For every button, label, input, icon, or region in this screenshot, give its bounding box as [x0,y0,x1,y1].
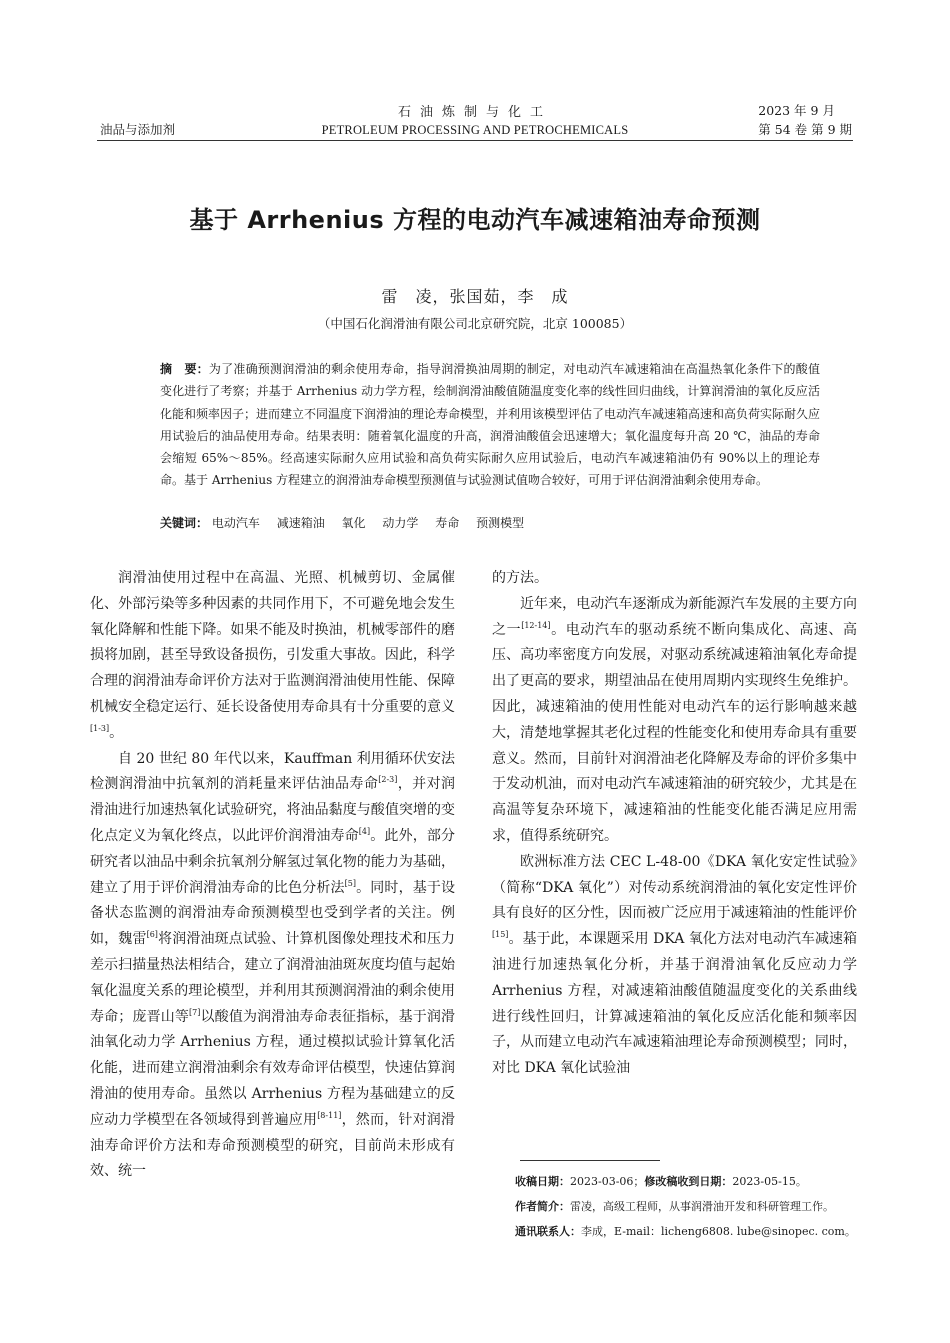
author-list: 雷 凌，张国茹，李 成 [381,287,569,306]
paragraph-text: 。 [109,724,124,741]
issue-info [758,101,852,139]
citation: [6] [146,930,158,940]
paragraph-text: 将润滑油斑点试验、计算机图像处理技术和压力差示扫描量热法相结合，建立了润滑油油斑灰度均值与起始氧化温度关系的理论模型，并利用其预测润滑油的剩余使用寿命；庞晋山等 [90,931,456,1025]
journal-name-en: PETROLEUM PROCESSING AND PETROCHEMICALS [321,123,629,137]
footnote-label: 通讯联系人： [515,1225,581,1238]
abstract-label: 摘 要： [160,362,209,376]
keyword: 预测模型 [476,516,525,530]
citation: [2-3] [378,775,398,785]
citation: [15] [492,930,509,940]
footnote-dates [515,1171,860,1193]
body-column-right [492,566,857,1082]
paragraph [492,592,857,850]
abstract-text: 为了准确预测润滑油的剩余使用寿命，指导润滑换油周期的制定，对电动汽车减速箱油在高温热氧化条件下的酸值变化进行了考察；并基于 Arrhenius 动力学方程，绘制润滑油酸值随温度变化率的线性回归曲线，计算润滑油的氧化反应活化能和频率因子；进而建立不同温度下润滑油的理论寿命模型，并利用该模型评估了电动汽车减速箱高速和高负荷实际耐久应用试验后的油品使用寿命。结果表明：随着氧化温度的升高，润滑油酸值会迅速增大；氧化温度每升高 20 ℃，油品的寿命会缩短 65%～85%。经高速实际耐久应用试验和高负荷实际耐久应用试验后，电动汽车减速箱油仍有 90%以上的理论寿命。基于 Arrhenius 方程建立的润滑油寿命模型预测值与试验测试值吻合较好，可用于评估润滑油剩余使用寿命。 [160,362,821,488]
issue-date: 2023 年 9 月 [758,103,835,118]
citation: [4] [358,826,371,836]
revised-date: 2023-05-15。 [732,1175,807,1188]
citation: [1-3] [90,723,110,733]
citation: [7] [189,1007,201,1017]
keywords-label: 关键词： [160,516,209,530]
header-divider [97,140,853,141]
paragraph-text: 。电动汽车的驱动系统不断向集成化、高速、高压、高功率密度方向发展，对驱动系统减速箱油氧化寿命提出了更高的要求，期望油品在使用周期内实现终生免维护。因此，减速箱油的使用性能对电动汽车的运行影响越来越大，清楚地掌握其老化过程的性能变化和使用寿命具有重要意义。然而，目前针对润滑油老化降解及寿命的评价多集中于发动机油，而对电动汽车减速箱油的研究较少，尤其是在高温等复杂环境下，减速箱油的性能变化能否满足应用需求，值得系统研究。 [492,621,858,844]
footnotes [515,1171,860,1246]
keyword: 氧化 [341,516,366,530]
paragraph [90,566,455,747]
keyword: 减速箱油 [276,516,325,530]
citation: [12-14] [521,620,551,630]
journal-name-cn: 石油炼制与化工 [397,105,552,120]
received-date: 2023-03-06； [570,1175,645,1188]
footnote-label: 收稿日期： [515,1175,570,1188]
paragraph-text: 以酸值为润滑油寿命表征指标，基于润滑油氧化动力学 Arrhenius 方程，通过模拟试验计算氧化活化能，进而建立润滑油剩余有效寿命评估模型，快速估算润滑油的使用寿命。虽然以 Arrhenius 方程为基础建立的反应动力学模型在各领域得到普遍应用 [90,1008,456,1128]
paragraph-text: 自 20 世纪 80 年代以来，Kauffman 利用循环伏安法检测润滑油中抗氧剂的消耗量来评估油品寿命 [90,750,455,793]
paragraph-text: ，然而，针对润滑油寿命评价方法和寿命预测模型的研究，目前尚未形成有效、统一 [90,1111,455,1180]
paragraph [492,850,857,1082]
citation: [8-11] [317,1110,342,1120]
section-name: 油品与添加剂 [100,122,176,137]
paragraph-text: 。同时，基于设备状态监测的润滑油寿命预测模型也受到学者的关注。例如，魏雷 [90,879,456,948]
paragraph [90,747,455,1186]
abstract [160,358,820,492]
paragraph-text: 。此外，部分研究者以油品中剩余抗氧剂分解氢过氧化物的能力为基础，建立了用于评价润滑油寿命的比色分析法 [90,827,456,896]
keyword: 动力学 [382,516,419,530]
author-bio: 雷凌，高级工程师，从事润滑油开发和科研管理工作。 [570,1200,834,1213]
body-column-left [90,566,455,1185]
footnote-divider [520,1160,660,1161]
keyword: 寿命 [435,516,460,530]
affiliation: （中国石化润滑油有限公司北京研究院，北京 100085） [317,316,633,331]
keyword: 电动汽车 [211,516,260,530]
article-title: 基于 Arrhenius 方程的电动汽车减速箱油寿命预测 [189,206,761,234]
paragraph-text: 。基于此，本课题采用 DKA 氧化方法对电动汽车减速箱油进行加速热氧化分析，并基于润滑油氧化反应动力学 Arrhenius 方程，对减速箱油酸值随温度变化的关系曲线进行线性回归，计算减速箱油的氧化反应活化能和频率因子，从而建立电动汽车减速箱油理论寿命预测模型；同时，对比 DKA 氧化试验油 [492,931,857,1077]
paragraph [492,566,857,592]
paragraph-text: 润滑油使用过程中在高温、光照、机械剪切、金属催化、外部污染等多种因素的共同作用下，不可避免地会发生氧化降解和性能下降。如果不能及时换油，机械零部件的磨损将加剧，甚至导致设备损伤，引发重大事故。因此，科学合理的润滑油寿命评价方法对于监测润滑油使用性能、保障机械安全稳定运行、延长设备使用寿命具有十分重要的意义 [90,570,455,715]
footnote-author [515,1196,860,1218]
keywords [160,514,820,531]
issue-volume: 第 54 卷 第 9 期 [758,122,852,137]
footnote-contact [515,1221,860,1243]
footnote-label: 修改稿收到日期： [644,1175,733,1188]
paragraph-text: ，并对润滑油进行加速热氧化试验研究，将油品黏度与酸值突增的变化点定义为氧化终点，以此评价润滑油寿命 [90,776,456,844]
contact-email: 李成，E-mail：licheng6808. lube@sinopec. com。 [581,1225,856,1238]
paragraph-text: 欧洲标准方法 CEC L-48-00《DKA 氧化安定性试验》（简称“DKA 氧化”）对传动系统润滑油的氧化安定性评价具有良好的区分性，因而被广泛应用于减速箱油的性能评价 [492,853,857,922]
paragraph-text: 的方法。 [492,570,548,586]
citation: [5] [344,878,356,888]
paragraph-text: 近年来，电动汽车逐渐成为新能源汽车发展的主要方向之一 [492,595,857,638]
footnote-label: 作者简介： [515,1200,570,1213]
